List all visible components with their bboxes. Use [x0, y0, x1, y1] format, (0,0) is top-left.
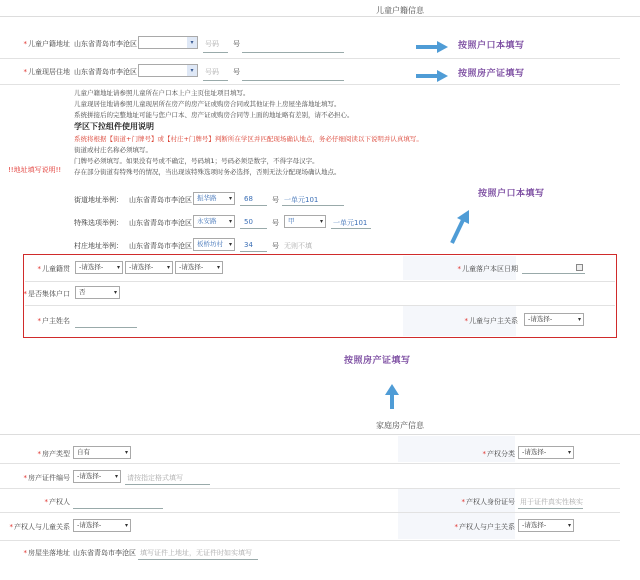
example-special-suffix: 一单元101	[333, 219, 368, 227]
householder-name-label: *户主姓名	[37, 317, 70, 325]
hukou-number-placeholder: 号码	[205, 40, 219, 48]
owner-child-relation-select[interactable]	[73, 519, 131, 532]
property-type-select[interactable]	[73, 446, 131, 459]
example-num-line	[240, 251, 267, 252]
residence-number-placeholder: 号码	[205, 68, 219, 76]
divider	[25, 281, 615, 282]
property-type-label-text: 房产类型	[42, 450, 70, 458]
owner-child-relation-value: -请选择-	[77, 521, 102, 529]
divider	[0, 84, 620, 85]
chevron-down-icon: ▾	[577, 316, 581, 323]
property-address-input[interactable]	[138, 559, 258, 560]
example-village-value: 板桥坊村	[197, 240, 223, 248]
example-street-select	[193, 192, 235, 205]
chevron-down-icon: ▾	[228, 241, 232, 248]
property-address-label-text: 房屋坐落地址	[28, 549, 70, 557]
owner-householder-relation-select[interactable]	[518, 519, 574, 532]
cert-number-input[interactable]	[125, 484, 210, 485]
instruction-red-line: 系统将根据【街道+门牌号】或【村庄+门牌号】判断所在学区并匹配现场确认地点，务必仔细阅读以下说明并认真填写。	[74, 135, 423, 143]
cert-number-label: *房产证件编号	[23, 474, 70, 482]
hukou-address-label-text: 儿童户籍地址	[28, 40, 70, 48]
instruction-line-5: 门牌号必须填写。如果没有号或不确定，号码填1；号码必须是数字，不得字母汉字。	[74, 157, 319, 165]
owner-child-relation-label-text: 产权人与儿童关系	[14, 523, 70, 531]
hukou-date-input[interactable]	[522, 273, 585, 274]
owner-id-input[interactable]	[518, 508, 583, 509]
owner-householder-relation-label: *产权人与户主关系	[454, 523, 515, 531]
residence-number-input[interactable]	[203, 80, 228, 81]
residence-address-region: 山东省青岛市李沧区	[74, 68, 137, 76]
chevron-down-icon: ▾	[216, 264, 220, 271]
instructions-label-text: 地址填写说明	[13, 166, 56, 174]
owner-label: *产权人	[44, 498, 70, 506]
cert-number-placeholder: 请按指定格式填写	[127, 474, 183, 482]
chevron-down-icon: ▾	[187, 37, 197, 48]
arrow-right-icon	[415, 41, 449, 55]
arrow-right-icon	[415, 70, 449, 84]
collective-label-text: 是否集体户口	[28, 290, 70, 298]
arrow-up-icon	[385, 384, 399, 412]
householder-relation-label-text: 儿童与户主关系	[469, 317, 518, 325]
property-category-label-text: 产权分类	[487, 450, 515, 458]
chevron-down-icon: ▾	[114, 473, 118, 480]
residence-street-select[interactable]	[138, 64, 198, 77]
chevron-down-icon: ▾	[228, 195, 232, 202]
owner-input[interactable]	[73, 508, 163, 509]
instruction-line-1: 儿童户籍地址请参照儿童所在户口本上户主页住址项目填写。	[74, 89, 250, 97]
cert-number-select[interactable]	[73, 470, 121, 483]
owner-label-text: 产权人	[49, 498, 70, 506]
example-street-region: 山东省青岛市李沧区	[129, 196, 192, 204]
note-property-cert-1: 按照房产证填写	[458, 69, 525, 79]
divider	[0, 488, 620, 489]
chevron-down-icon: ▾	[166, 264, 170, 271]
hukou-date-label: *儿童落户本区日期	[457, 265, 518, 273]
example-special-value: 永安路	[197, 217, 217, 225]
chevron-down-icon: ▾	[319, 218, 323, 225]
householder-name-input[interactable]	[75, 327, 137, 328]
example-suffix-line	[282, 205, 344, 206]
divider	[0, 58, 620, 59]
residence-detail-input[interactable]	[242, 80, 344, 81]
example-special-label: 特殊选项举例：	[74, 219, 123, 227]
hukou-province-value: -请选择-	[79, 263, 104, 271]
hukou-hao: 号	[233, 40, 240, 48]
owner-child-relation-label: *产权人与儿童关系	[9, 523, 70, 531]
example-special-option: 甲	[288, 217, 295, 225]
property-category-select[interactable]	[518, 446, 574, 459]
hukou-city-value: -请选择-	[129, 263, 154, 271]
divider	[0, 512, 620, 513]
residence-address-label: *儿童现居住地	[23, 68, 70, 76]
hukou-province-select[interactable]	[75, 261, 123, 274]
note-property-cert-2: 按照房产证填写	[344, 356, 411, 366]
cert-number-value: -请选择-	[77, 472, 102, 480]
owner-id-placeholder: 用于证件真实性核实	[520, 498, 583, 506]
note-hukou-book-2: 按照户口本填写	[478, 189, 545, 199]
instructions-label: !!地址填写说明!!	[8, 166, 62, 174]
divider	[0, 463, 620, 464]
example-num-line	[240, 205, 267, 206]
instruction-line-4: 街道或村庄名称必须填写。	[74, 146, 152, 154]
collective-value: 否	[79, 288, 86, 296]
hukou-street-select[interactable]	[138, 36, 198, 49]
divider	[0, 540, 620, 541]
example-village-suffix: 无则不填	[284, 242, 312, 250]
example-village-region: 山东省青岛市李沧区	[129, 242, 192, 250]
chevron-down-icon: ▾	[187, 65, 197, 76]
example-street-hao: 号	[272, 196, 279, 204]
property-address-label: *房屋坐落地址	[23, 549, 70, 557]
residence-hao: 号	[233, 68, 240, 76]
example-special-hao: 号	[272, 219, 279, 227]
divider	[25, 305, 615, 306]
hukou-address-label: *儿童户籍地址	[23, 40, 70, 48]
owner-id-label-text: 产权人身份证号	[466, 498, 515, 506]
example-street-num: 68	[244, 195, 253, 203]
calendar-icon[interactable]	[576, 264, 583, 271]
example-suffix-line	[331, 228, 371, 229]
householder-relation-label: *儿童与户主关系	[464, 317, 518, 325]
chevron-down-icon: ▾	[124, 522, 128, 529]
chevron-down-icon: ▾	[116, 264, 120, 271]
hukou-district-value: -请选择-	[179, 263, 204, 271]
property-type-value: 自有	[77, 448, 90, 456]
arrow-up-right-icon	[447, 208, 473, 248]
example-village-label: 村庄地址举例：	[74, 242, 123, 250]
hukou-city-select[interactable]	[125, 261, 173, 274]
example-num-line	[240, 228, 267, 229]
instruction-line-6: 存在部分街道有特殊号的情况，当出现该特殊选项时务必选择，否则无法分配现场确认地点。	[74, 168, 341, 176]
property-category-value: -请选择-	[522, 448, 547, 456]
example-village-hao: 号	[272, 242, 279, 250]
residence-address-label-text: 儿童现居住地	[28, 68, 70, 76]
owner-id-label: *产权人身份证号	[461, 498, 515, 506]
householder-relation-value: -请选择-	[528, 315, 553, 323]
example-street-label: 街道地址举例：	[74, 196, 123, 204]
hukou-type-label-text: 儿童籍贯	[42, 265, 70, 273]
example-special-select	[193, 215, 235, 228]
property-category-label: *产权分类	[482, 450, 515, 458]
hukou-number-input[interactable]	[203, 52, 228, 53]
hukou-address-region: 山东省青岛市李沧区	[74, 40, 137, 48]
cert-number-label-text: 房产证件编号	[28, 474, 70, 482]
householder-name-label-text: 户主姓名	[42, 317, 70, 325]
householder-relation-select[interactable]	[524, 313, 584, 326]
example-village-num: 34	[244, 241, 253, 249]
example-special-num: 50	[244, 218, 253, 226]
hukou-date-label-text: 儿童落户本区日期	[462, 265, 518, 273]
owner-householder-relation-label-text: 产权人与户主关系	[459, 523, 515, 531]
collective-select[interactable]	[75, 286, 120, 299]
owner-householder-relation-value: -请选择-	[522, 521, 547, 529]
hukou-type-label: *儿童籍贯	[37, 265, 70, 273]
chevron-down-icon: ▾	[113, 289, 117, 296]
chevron-down-icon: ▾	[228, 218, 232, 225]
example-special-region: 山东省青岛市李沧区	[129, 219, 192, 227]
note-hukou-book-1: 按照户口本填写	[458, 41, 525, 51]
instruction-line-3: 系统拼接后的完整地址可能与您户口本、房产证或购房合同等上面的地址略有差别，请不必担心。	[74, 111, 354, 119]
property-type-label: *房产类型	[37, 450, 70, 458]
hukou-detail-input[interactable]	[242, 52, 344, 53]
chevron-down-icon: ▾	[124, 449, 128, 456]
example-street-value: 振华路	[197, 194, 217, 202]
child-section-title: 儿童户籍信息	[376, 6, 424, 15]
property-section-title: 家庭房产信息	[376, 421, 424, 430]
instruction-heading: 学区下拉组件使用说明	[74, 122, 154, 131]
chevron-down-icon: ▾	[567, 522, 571, 529]
instruction-line-2: 儿童现居住地请参照儿童现居所在房产的房产证或购房合同或其他证件上房屋坐落地址填写。	[74, 100, 341, 108]
example-village-select	[193, 238, 235, 251]
property-address-placeholder: 填写证件上地址，无证件时如实填写	[140, 549, 252, 557]
chevron-down-icon: ▾	[567, 449, 571, 456]
example-special-option-select	[284, 215, 326, 228]
example-street-suffix: 一单元101	[284, 196, 319, 204]
property-address-region: 山东省青岛市李沧区	[73, 549, 136, 557]
hukou-district-select[interactable]	[175, 261, 223, 274]
collective-label: *是否集体户口	[23, 290, 70, 298]
